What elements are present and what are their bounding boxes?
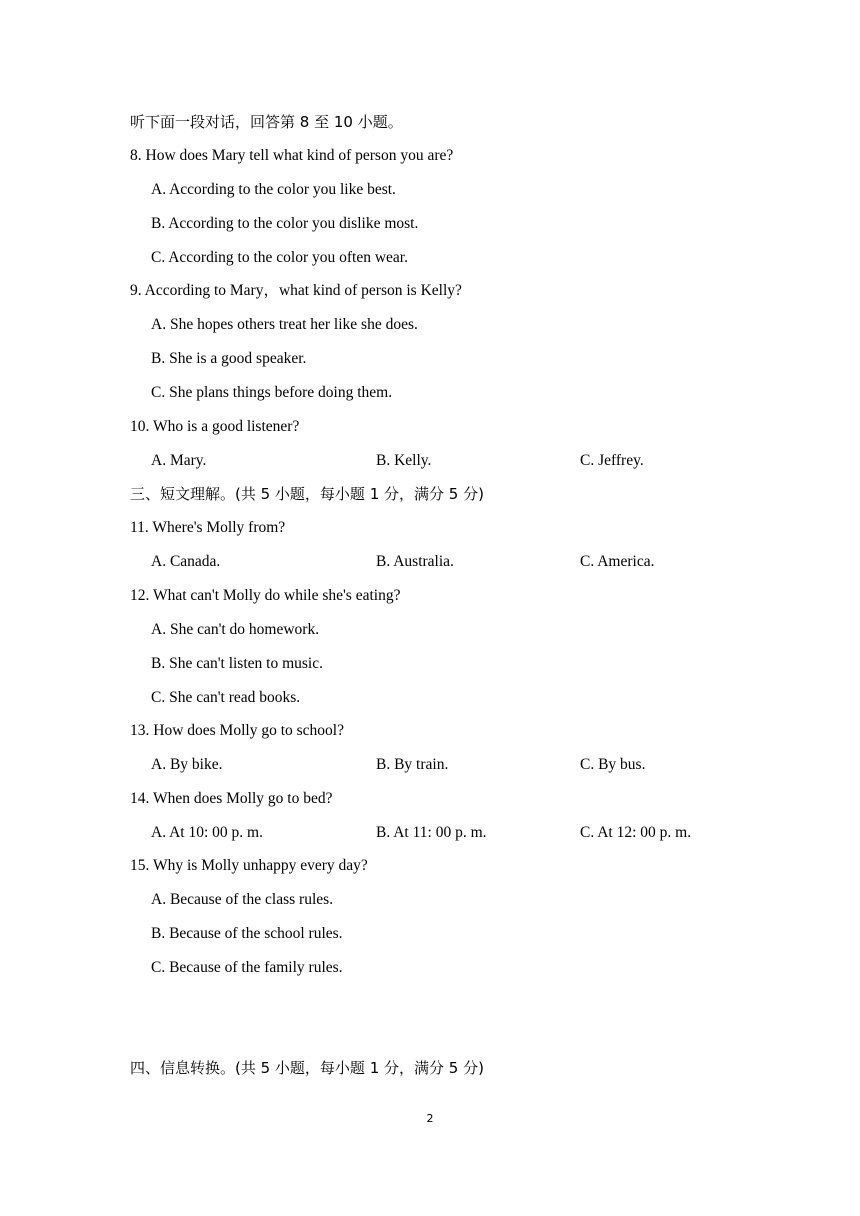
question-12-option-a: A. She can't do homework. <box>151 621 320 638</box>
page-number: 2 <box>426 1112 434 1125</box>
question-11-option-b: B. Australia. <box>376 553 454 570</box>
question-10-option-b: B. Kelly. <box>376 452 432 469</box>
question-15-option-a: A. Because of the class rules. <box>151 891 334 908</box>
question-13-option-a: A. By bike. <box>151 756 223 773</box>
question-15: 15. Why is Molly unhappy every day? <box>130 857 368 874</box>
question-10-option-c: C. Jeffrey. <box>580 452 644 469</box>
question-10: 10. Who is a good listener? <box>130 418 300 435</box>
question-14-option-b: B. At 11: 00 p. m. <box>376 824 487 841</box>
question-14-option-a: A. At 10: 00 p. m. <box>151 824 263 841</box>
question-14: 14. When does Molly go to bed? <box>130 790 333 807</box>
question-9-option-c: C. She plans things before doing them. <box>151 384 393 401</box>
question-15-option-b: B. Because of the school rules. <box>151 925 343 942</box>
question-11-option-a: A. Canada. <box>151 553 221 570</box>
question-8-option-a: A. According to the color you like best. <box>151 181 396 198</box>
question-9: 9. According to Mary，what kind of person is Kelly? <box>130 282 462 299</box>
question-12-option-b: B. She can't listen to music. <box>151 655 323 672</box>
question-13-option-c: C. By bus. <box>580 756 646 773</box>
section-4-heading: 四、信息转换。(共 5 小题，每小题 1 分，满分 5 分) <box>130 1059 484 1077</box>
question-11-option-c: C. America. <box>580 553 655 570</box>
question-11: 11. Where's Molly from? <box>130 519 286 536</box>
question-12: 12. What can't Molly do while she's eating? <box>130 587 401 604</box>
question-8: 8. How does Mary tell what kind of person you are? <box>130 147 454 164</box>
question-14-option-c: C. At 12: 00 p. m. <box>580 824 692 841</box>
question-12-option-c: C. She can't read books. <box>151 689 301 706</box>
question-9-option-a: A. She hopes others treat her like she does. <box>151 316 418 333</box>
question-8-option-c: C. According to the color you often wear. <box>151 249 408 266</box>
question-8-option-b: B. According to the color you dislike most. <box>151 215 419 232</box>
question-13: 13. How does Molly go to school? <box>130 722 344 739</box>
question-15-option-c: C. Because of the family rules. <box>151 959 343 976</box>
question-9-option-b: B. She is a good speaker. <box>151 350 307 367</box>
section-listening-heading: 听下面一段对话，回答第 8 至 10 小题。 <box>130 113 403 131</box>
section-3-heading: 三、短文理解。(共 5 小题，每小题 1 分，满分 5 分) <box>130 485 484 503</box>
question-10-option-a: A. Mary. <box>151 452 207 469</box>
question-13-option-b: B. By train. <box>376 756 449 773</box>
